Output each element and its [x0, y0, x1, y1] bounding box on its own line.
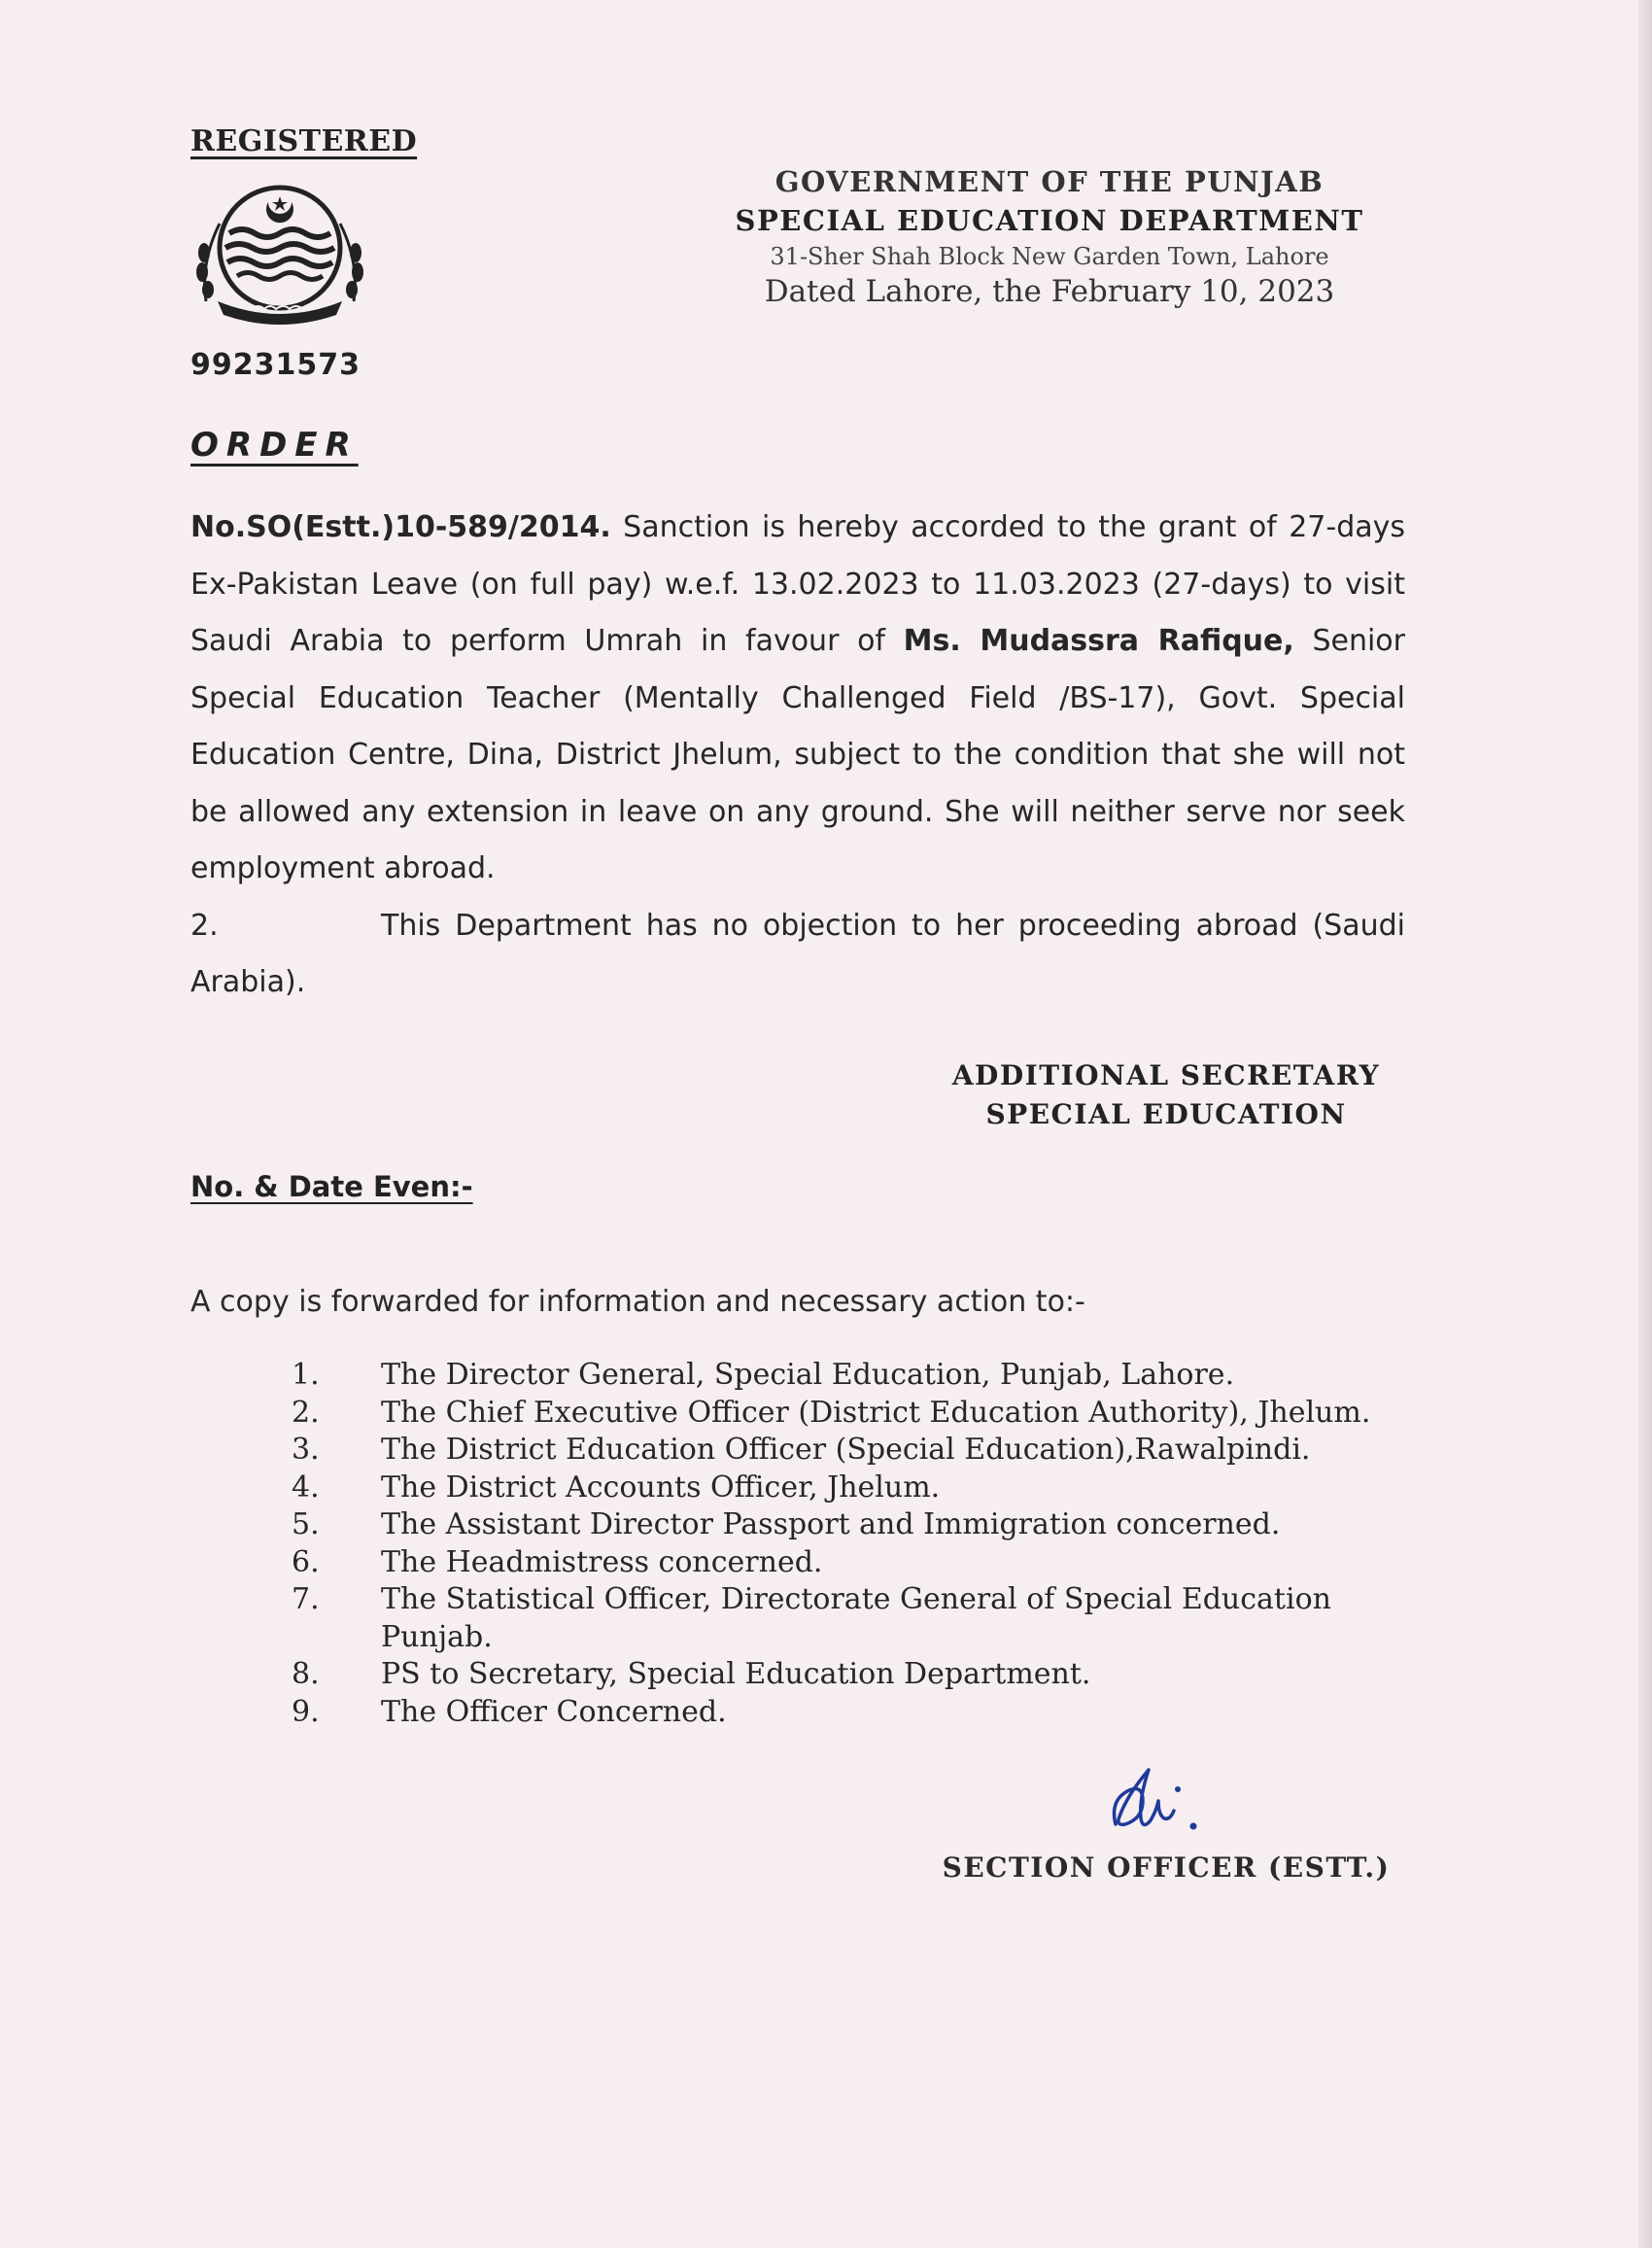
employee-name: Ms. Mudassra Rafique,: [903, 624, 1294, 658]
list-item-text: The Chief Executive Officer (District Education Authority), Jhelum.: [381, 1395, 1371, 1430]
list-item-number: 6.: [292, 1544, 320, 1579]
header-government: GOVERNMENT OF THE PUNJAB: [774, 165, 1325, 198]
section-officer: SECTION OFFICER (ESTT.): [942, 1851, 1391, 1884]
header-department: SPECIAL EDUCATION DEPARTMENT: [735, 204, 1364, 237]
punjab-emblem-icon: [183, 175, 377, 330]
list-item-number: 8.: [292, 1657, 320, 1691]
list-item: [292, 1432, 1409, 1470]
signatory-title: ADDITIONAL SECRETARY: [951, 1059, 1381, 1091]
list-item: [292, 1656, 1409, 1694]
list-item-number: 5.: [292, 1507, 320, 1541]
list-item: [292, 1581, 1409, 1656]
list-item: [292, 1357, 1409, 1395]
page-edge: [1638, 0, 1652, 2248]
list-item-text: The District Accounts Officer, Jhelum.: [381, 1470, 941, 1504]
list-item-number: 4.: [292, 1470, 320, 1504]
paragraph-two: [190, 898, 1405, 1011]
header-address: 31-Sher Shah Block New Garden Town, Lahore: [770, 243, 1329, 270]
order-number: No.SO(Estt.)10-589/2014.: [190, 510, 611, 544]
order-title: ORDER: [190, 426, 359, 465]
paragraph-two-text: This Department has no objection to her proceeding abroad (Saudi Arabia).: [190, 909, 1405, 999]
no-date-even: No. & Date Even:-: [190, 1170, 473, 1203]
order-text-b: Senior Special Education Teacher (Mentally Challenged Field /BS-17), Govt. Special Education Centre, Dina, District Jhelum, subject to the condition that she will not be allowed any extension in leave on any ground. She will neither serve nor seek employment abroad.: [190, 624, 1405, 885]
list-item-text: The Director General, Special Education, Punjab, Lahore.: [381, 1358, 1235, 1392]
registered-label: REGISTERED: [190, 124, 418, 158]
list-item: [292, 1395, 1409, 1433]
list-item-number: 9.: [292, 1694, 320, 1729]
list-item-number: 3.: [292, 1433, 320, 1467]
distribution-list: [292, 1357, 1409, 1731]
list-item: [292, 1694, 1409, 1732]
list-item-number: 1.: [292, 1358, 320, 1392]
list-item-number: 2.: [292, 1395, 320, 1430]
signature-icon: [1098, 1764, 1215, 1842]
paragraph-two-number: 2.: [190, 909, 219, 943]
list-item: [292, 1544, 1409, 1582]
signatory-department: SPECIAL EDUCATION: [985, 1098, 1347, 1130]
order-text-a: Sanction is hereby accorded to the grant of 27-days Ex-Pakistan Leave (on full pay) w.e.f. 13.02.2023 to 11.03.2023 (27-days) to visit Saudi Arabia to perform Umrah in favour of: [190, 510, 1405, 658]
order-paragraph: [190, 500, 1405, 898]
header-date: Dated Lahore, the February 10, 2023: [764, 274, 1335, 309]
list-item-number: 7.: [292, 1582, 320, 1616]
list-item: [292, 1470, 1409, 1507]
list-item-text: PS to Secretary, Special Education Department.: [381, 1657, 1091, 1691]
list-item-text: The Assistant Director Passport and Immigration concerned.: [381, 1507, 1281, 1541]
reference-number: 99231573: [190, 348, 361, 382]
list-item-text: The Headmistress concerned.: [381, 1544, 823, 1579]
list-item-text: The Officer Concerned.: [381, 1694, 727, 1729]
copy-forwarded-intro: A copy is forwarded for information and necessary action to:-: [190, 1285, 1085, 1319]
list-item-text: The District Education Officer (Special Education),Rawalpindi.: [381, 1433, 1311, 1467]
list-item: [292, 1506, 1409, 1544]
list-item-text: The Statistical Officer, Directorate General of Special Education Punjab.: [381, 1582, 1331, 1654]
